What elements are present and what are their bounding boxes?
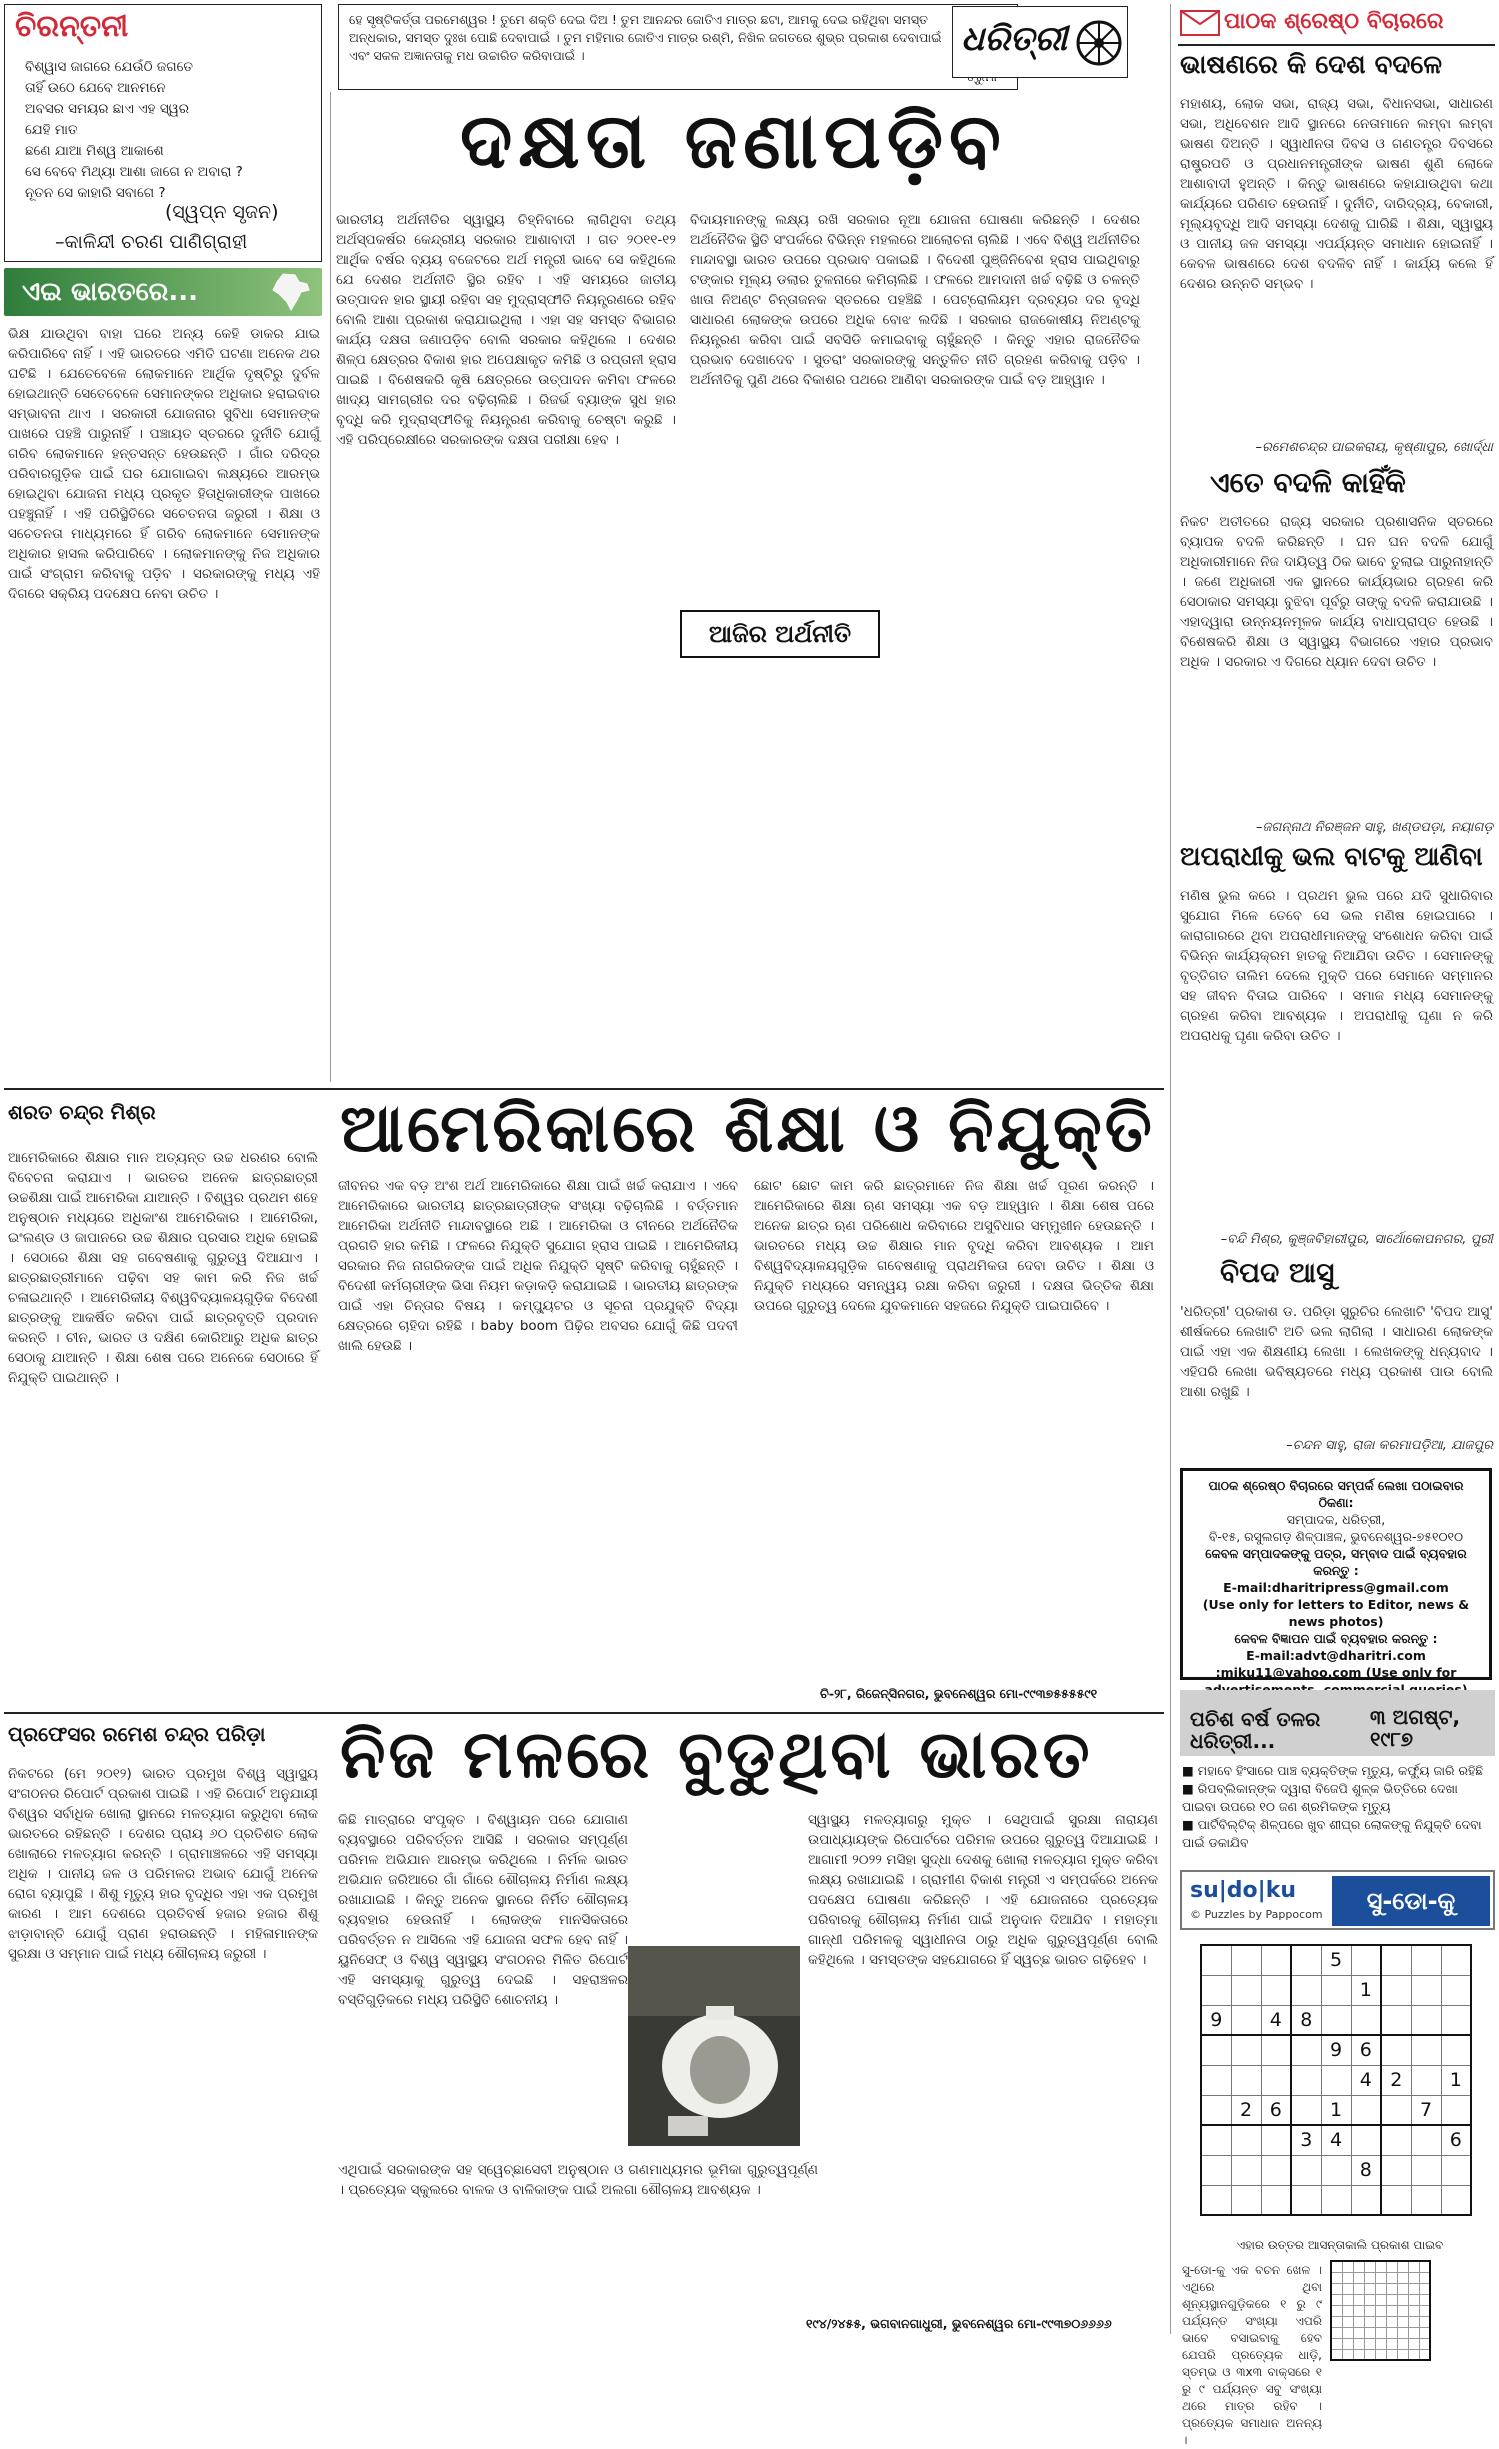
answer-cell (1408, 2272, 1419, 2283)
answer-cell (1408, 2349, 1419, 2360)
sudoku-cell[interactable] (1231, 2065, 1261, 2095)
editorial-section-label-box (680, 610, 880, 658)
sudoku-cell[interactable] (1411, 1975, 1441, 2005)
answer-cell (1331, 2305, 1342, 2316)
answer-cell (1353, 2327, 1364, 2338)
contact-box (1180, 1468, 1492, 1680)
sudoku-cell[interactable] (1201, 1975, 1231, 2005)
letter4-sign: –ଚନ୍ଦନ ସାହୁ, ରାଜା କରମାପଡ଼ିଆ, ଯାଜପୁର (1286, 1438, 1493, 1453)
sudoku-cell[interactable] (1291, 1945, 1321, 1975)
answer-cell (1408, 2283, 1419, 2294)
india-map-icon (269, 272, 313, 312)
answer-cell (1342, 2272, 1353, 2283)
answer-cell (1419, 2272, 1430, 2283)
answer-cell (1419, 2294, 1430, 2305)
answer-cell (1342, 2261, 1353, 2272)
editorial-headline: ଦକ୍ଷତା ଜଣାପଡ଼ିବ (460, 96, 1007, 185)
answer-cell (1331, 2349, 1342, 2360)
sudoku-cell[interactable] (1231, 1945, 1261, 1975)
sudoku-cell[interactable] (1411, 2155, 1441, 2185)
chirantani-box (4, 4, 322, 262)
sudoku-answer-grid (1330, 2260, 1431, 2361)
pachisha-title: ପଚିଶ ବର୍ଷ ତଳର ଧରିତ୍ରୀ... (1190, 1707, 1321, 1753)
sudoku-rules: ସୁ-ଡୋ-କୁ ଏକ ବଚନ ଖେଳ । ଏଥିରେ ଥିବା ଶୂନ୍ୟସ୍ଥାନଗୁଡ଼ିକରେ ୧ ରୁ ୯ ପର୍ଯ୍ୟନ୍ତ ସଂଖ୍ୟା ଏପରି ଭାବେ ବସାଇବାକୁ ହେବ ଯେପରି ପ୍ରତ୍ୟେକ ଧାଡ଼ି, ସ୍ତମ୍ଭ ଓ ୩x୩ ବାକ୍ସରେ ୧ ରୁ ୯ ପର୍ଯ୍ୟନ୍ତ ସବୁ ସଂଖ୍ୟା ଥରେ ମାତ୍ର ରହିବ । ପ୍ରତ୍ୟେକ ସମାଧାନ ଅନନ୍ୟ । (1182, 2263, 1322, 2447)
sudoku-brand: su|do|ku (1190, 1878, 1296, 1903)
toilet-image (628, 1946, 800, 2146)
answer-cell (1342, 2316, 1353, 2327)
sudoku-cell[interactable] (1441, 2095, 1471, 2125)
poem-line: ଯେହି ମାତ (25, 122, 78, 138)
sudoku-cell[interactable]: 8 (1291, 2005, 1321, 2035)
sudoku-cell[interactable] (1261, 2155, 1291, 2185)
answer-cell (1375, 2294, 1386, 2305)
pachisha-banner (1180, 1690, 1495, 1756)
answer-cell (1364, 2305, 1375, 2316)
toilet-photo (628, 1946, 800, 2146)
contact-addr1: ସମ୍ପାଦକ, ଧରିତ୍ରୀ, (1286, 1512, 1386, 1527)
letter4-body: 'ଧରିତ୍ରୀ' ପ୍ରକାଶ ଡ. ପରିଡ଼ା ସୁରୁଚିର ଲେଖାଟି 'ବିପଦ ଆସୁ' ଶୀର୍ଷକରେ ଲେଖାଟି ଅତି ଭଲ ଲାଗିଲା । ସାଧାରଣ ଲୋକଙ୍କ ପାଇଁ ଏହା ଏକ ଶିକ୍ଷଣୀୟ ଲେଖା । ଲେଖକଙ୍କୁ ଧନ୍ୟବାଦ । ଏହିପରି ଲେଖା ଭବିଷ୍ୟତରେ ମଧ୍ୟ ପ୍ରକାଶ ପାଉ ବୋଲି ଆଶା ରଖୁଛି । (1180, 1304, 1493, 1400)
answer-cell (1419, 2283, 1430, 2294)
e-bharatre-body: ଭିକ୍ଷ ଯାଉଥିବା ବାହା ଘରେ ଅନ୍ୟ କେହି ଡାକର ଯାଇ କରିପାରିବେ ନାହିଁ । ଏହି ଭାରତରେ ଏମିତି ଘଟଣା ଅନେକ ଥର ଘଟିଛି । ଯେତେବେଳେ ଲୋକମାନେ ଆର୍ଥିକ ଦୃଷ୍ଟିରୁ ଦୁର୍ବଳ ହୋଇଥାନ୍ତି ସେତେବେଳେ ସେମାନଙ୍କର ଅଧିକାର ହରାଇବାର ସମ୍ଭାବନା ଥାଏ । ସରକାରୀ ଯୋଜନାର ସୁବିଧା ସେମାନଙ୍କ ପାଖରେ ପହଞ୍ଚି ପାରୁନାହିଁ । ପଞ୍ଚାୟତ ସ୍ତରରେ ଦୁର୍ନୀତି ଯୋଗୁଁ ଗରିବ ଲୋକମାନେ ହନ୍ତସନ୍ତ ହେଉଛନ୍ତି । ଗାଁର ଦରିଦ୍ର ପରିବାରଗୁଡ଼ିକ ପାଇଁ ଘର ଯୋଗାଇବା ଲକ୍ଷ୍ୟରେ ଆରମ୍ଭ ହୋଇଥିବା ଯୋଜନା ମଧ୍ୟ ପ୍ରକୃତ ହିତାଧିକାରୀଙ୍କ ପାଖରେ ପହଞ୍ଚୁନାହିଁ । ଏହି ପରିସ୍ଥିତିରେ ସଚେତନତା ଜରୁରୀ । ଶିକ୍ଷା ଓ ସଚେତନତା ମାଧ୍ୟମରେ ହିଁ ଗରିବ ଲୋକମାନେ ସେମାନଙ୍କ ଅଧିକାର ହାସଲ କରିପାରିବେ । ଲୋକମାନଙ୍କୁ ନିଜ ଅଧିକାର ପାଇଁ ସଂଗ୍ରାମ କରିବାକୁ ପଡ଼ିବ । ସରକାରଙ୍କୁ ମଧ୍ୟ ଏହି ଦିଗରେ ସକ୍ରିୟ ପଦକ୍ଷେପ ନେବା ଉଚିତ । (8, 326, 320, 602)
answer-cell (1419, 2338, 1430, 2349)
wheel-icon (1075, 19, 1123, 67)
sudoku-cell[interactable] (1201, 2185, 1231, 2215)
sudoku-cell[interactable] (1201, 2035, 1231, 2065)
america-col2: ଜୀବନର ଏକ ବଡ଼ ଅଂଶ ଅର୍ଥ ଆମେରିକାରେ ଶିକ୍ଷା ପାଇଁ ଖର୍ଚ୍ଚ କରାଯାଏ । ଏବେ ଆମେରିକାରେ ଭାରତୀୟ ଛାତ୍ରଛାତ୍ରୀଙ୍କ ସଂଖ୍ୟା ବଢ଼ିଚାଲିଛି । ବର୍ତ୍ତମାନ ଆମେରିକା ଅର୍ଥନୀତି ମାନ୍ଦାବସ୍ଥାରେ ଅଛି । ଆମେରିକା ଓ ଚୀନରେ ଅର୍ଥନୈତିକ ପ୍ରଗତି ହାର କମିଛି । ଫଳରେ ନିଯୁକ୍ତି ସୁଯୋଗ ହ୍ରାସ ପାଇଛି । ଆମେରିକୀୟ ସରକାର ନିଜ ନାଗରିକଙ୍କ ପାଇଁ ଅଧିକ ନିଯୁକ୍ତି ସୃଷ୍ଟି କରିବାକୁ ଚାହୁଁଛନ୍ତି । ବିଦେଶୀ କର୍ମଚାରୀଙ୍କ ଭିସା ନିୟମ କଡ଼ାକଡ଼ି କରାଯାଇଛି । ଭାରତୀୟ ଛାତ୍ରଙ୍କ ପାଇଁ ଏହା ଚିନ୍ତାର ବିଷୟ । କମ୍ପ୍ୟୁଟର ଓ ସୂଚନା ପ୍ରଯୁକ୍ତି ବିଦ୍ୟା କ୍ଷେତ୍ରରେ ଚାହିଦା ରହିଛି । baby boom ପିଢ଼ିର ଅବସର ଯୋଗୁଁ କିଛି ପଦବୀ ଖାଲି ହେଉଛି । (338, 1178, 738, 1354)
sudoku-cell[interactable] (1351, 2005, 1381, 2035)
letter3-title: ଅପରାଧୀକୁ ଭଲ ବାଟକୁ ଆଣିବା (1180, 842, 1483, 872)
answer-cell (1419, 2305, 1430, 2316)
answer-cell (1397, 2294, 1408, 2305)
america-headline: ଆମେରିକାରେ ଶିକ୍ଷା ଓ ନିଯୁକ୍ତି (340, 1090, 1155, 1167)
letter1-title: ଭାଷଣରେ କି ଦେଶ ବଦଳେ (1180, 50, 1443, 80)
sudoku-cell[interactable] (1381, 2185, 1411, 2215)
sudoku-cell[interactable] (1321, 2065, 1351, 2095)
quote-text: ହେ ସୃଷ୍ଟିକର୍ତ୍ତା ପରମେଶ୍ୱର ! ତୁମେ ଶକ୍ତି ଦେଇ ଦିଅ ! ତୁମ ଆନନ୍ଦର ଜୋତିଏ ମାତ୍ର ଛଟା, ଆମକୁ ଦେଇ ରହିଥିବା ସମସ୍ତ ଅନ୍ଧକାର, ସମସ୍ତ ଦୁଃଖ ପୋଛି ଦେବାପାଇଁ । ତୁମ ମହିମାର ଜୋତିଏ ମାତ୍ର ରଶ୍ମି, ନିଖିଳ ଜଗତରେ ଶୁଭ୍ର ପ୍ରକାଶ ଦେବାପାଇଁ ଏବଂ ସକଳ ଅଜ୍ଞାନତାକୁ ମଧ ଉଚ୍ଚାରିତ କରିବାପାଇଁ । (349, 12, 942, 63)
america-col3: ଛୋଟ ଛୋଟ କାମ କରି ଛାତ୍ରମାନେ ନିଜ ଶିକ୍ଷା ଖର୍ଚ୍ଚ ପୂରଣ କରନ୍ତି । ଆମେରିକାରେ ଶିକ୍ଷା ଋଣ ସମସ୍ୟା ଏକ ବଡ଼ ଆହ୍ୱାନ । ଶିକ୍ଷା ଶେଷ ପରେ ଅନେକ ଛାତ୍ର ଋଣ ପରିଶୋଧ କରିବାରେ ଅସୁବିଧାର ସମ୍ମୁଖୀନ ହେଉଛନ୍ତି । ଭାରତରେ ମଧ୍ୟ ଉଚ୍ଚ ଶିକ୍ଷାର ମାନ ବୃଦ୍ଧି କରିବା ଆବଶ୍ୟକ । ଆମ ବିଶ୍ୱବିଦ୍ୟାଳୟଗୁଡ଼ିକ ଗବେଷଣାକୁ ପ୍ରାଥମିକତା ଦେବା ଉଚିତ । ଶିକ୍ଷା ଓ ନିଯୁକ୍ତି ମଧ୍ୟରେ ସମନ୍ୱୟ ରକ୍ଷା କରିବା ଜରୁରୀ । ଦକ୍ଷତା ଭିତ୍ତିକ ଶିକ୍ଷା ଉପରେ ଗୁରୁତ୍ୱ ଦେଲେ ଯୁବକମାନେ ସହଜରେ ନିଯୁକ୍ତି ପାଇପାରିବେ । (754, 1178, 1154, 1314)
answer-cell (1342, 2305, 1353, 2316)
sudoku-row (1201, 2035, 1471, 2065)
sudoku-credit: © Puzzles by Pappocom (1190, 1908, 1323, 1921)
sudoku-banner (1180, 1870, 1495, 1930)
sudoku-cell[interactable] (1261, 1945, 1291, 1975)
answer-cell (1364, 2349, 1375, 2360)
poem-line: ସେ ବେବେ ମିଥ୍ୟା ଆଶା ଜାଗେ ନ ଅବାରା ? (25, 164, 243, 180)
sudoku-grid (1200, 1944, 1472, 2216)
answer-cell (1353, 2294, 1364, 2305)
poem-line: ଅବସର ସମୟର ଛାଏ ଏହ ସ୍ୱର (25, 101, 190, 117)
contact-email2-note: :miku11@yahoo.com (Use only for (1215, 1665, 1457, 1680)
sudoku-cell[interactable] (1411, 2065, 1441, 2095)
sudoku-answer-note: ଏହାର ଉତ୍ତର ଆସନ୍ତାକାଲି ପ୍ରକାଶ ପାଇବ (1236, 2238, 1444, 2252)
poem-line: ତାହିଁ ଉଠେ ଯେବେ ଆନମନେ (25, 80, 166, 96)
sudoku-cell[interactable]: 9 (1201, 2005, 1231, 2035)
letter2-title: ଏତେ ବଦଳି କାହିଁକି (1210, 466, 1406, 499)
answer-cell (1353, 2272, 1364, 2283)
sudoku-cell[interactable]: 6 (1261, 2095, 1291, 2125)
sudoku-cell[interactable] (1381, 2125, 1411, 2155)
masthead-name: ଧରିତ୍ରୀ (961, 19, 1068, 59)
answer-cell (1364, 2338, 1375, 2349)
answer-cell (1331, 2283, 1342, 2294)
contact-addr2: ବି-୧୫, ରସୁଲଗଡ଼ ଶିଳ୍ପାଞ୍ଚଳ, ଭୁବନେଶ୍ୱର-୭୫୧୦୧୦ (1208, 1529, 1464, 1544)
masthead-box (952, 6, 1128, 78)
sudoku-cell[interactable]: 7 (1411, 2095, 1441, 2125)
sudoku-cell[interactable] (1321, 2005, 1351, 2035)
sudoku-cell[interactable]: 2 (1381, 2065, 1411, 2095)
poem-line: ଛଣେ ଯାଆ ମିଶ୍ୱ ଆକାଶେ (25, 143, 164, 159)
answer-cell (1397, 2316, 1408, 2327)
letter4-title: ବିପଦ ଆସୁ (1220, 1256, 1335, 1289)
sudoku-cell[interactable] (1321, 2155, 1351, 2185)
chirantani-poem (25, 57, 315, 204)
contact-email1[interactable]: E-mail:dharitripress@gmail.com (1223, 1580, 1449, 1595)
sudoku-cell[interactable] (1231, 2155, 1261, 2185)
letters-header (1178, 4, 1495, 42)
sudoku-cell[interactable]: 9 (1321, 2035, 1351, 2065)
sudoku-row (1201, 2155, 1471, 2185)
answer-cell (1331, 2316, 1342, 2327)
answer-cell (1331, 2294, 1342, 2305)
sudoku-cell[interactable] (1441, 2185, 1471, 2215)
answer-cell (1375, 2283, 1386, 2294)
sudoku-cell[interactable] (1201, 2155, 1231, 2185)
sudoku-row (1201, 2005, 1471, 2035)
sudoku-cell[interactable] (1291, 2035, 1321, 2065)
bharat-col2: କିଛି ମାତ୍ରାରେ ସଂପୃକ୍ତ । ବିଶ୍ୱାୟନ ପରେ ଯୋଗାଣ ବ୍ୟବସ୍ଥାରେ ପରିବର୍ତ୍ତନ ଆସିଛି । ସରକାର ସମ୍ପୂର୍ଣ୍ଣ ପରିମଳ ଅଭିଯାନ ଆରମ୍ଭ କରିଥିଲେ । ନିର୍ମଳ ଭାରତ ଅଭିଯାନ ଜରିଆରେ ଗାଁ ଗାଁରେ ଶୌଚାଳୟ ନିର୍ମାଣ ଲକ୍ଷ୍ୟ ରଖାଯାଇଛି । କିନ୍ତୁ ଅନେକ ସ୍ଥାନରେ ନିର୍ମିତ ଶୌଚାଳୟ ବ୍ୟବହାର ହେଉନାହିଁ । ଲୋକଙ୍କ ମାନସିକତାରେ ପରିବର୍ତ୍ତନ ନ ଆସିଲେ ଏହି ଯୋଜନା ସଫଳ ହେବ ନାହିଁ । ୟୁନିସେଫ୍ ଓ ବିଶ୍ୱ ସ୍ୱାସ୍ଥ୍ୟ ସଂଗଠନର ମିଳିତ ରିପୋର୍ଟ ଏହି ସମସ୍ୟାକୁ ଗୁରୁତ୍ୱ ଦେଇଛି । ସହରାଞ୍ଚଳର ବସ୍ତିଗୁଡ଼ିକରେ ମଧ୍ୟ ପରିସ୍ଥିତି ଶୋଚନୀୟ । (338, 1812, 628, 2008)
e-bharatre-banner (4, 268, 322, 316)
sudoku-cell[interactable] (1381, 2035, 1411, 2065)
answer-cell (1331, 2338, 1342, 2349)
pachisha-item: ■ ମହାବେ ହିଂସାରେ ପାଞ୍ଚ ବ୍ୟକ୍ତିଙ୍କ ମୃତ୍ୟୁ, କର୍ଫ୍ୟୁ ଜାରି ରହିଛି (1182, 1763, 1484, 1778)
answer-cell (1408, 2338, 1419, 2349)
answer-cell (1353, 2261, 1364, 2272)
answer-cell (1386, 2327, 1397, 2338)
answer-cell (1353, 2349, 1364, 2360)
sudoku-cell[interactable] (1351, 2125, 1381, 2155)
answer-cell (1397, 2349, 1408, 2360)
answer-cell (1342, 2338, 1353, 2349)
sudoku-cell[interactable] (1261, 2065, 1291, 2095)
sudoku-cell[interactable] (1411, 2035, 1441, 2065)
sudoku-cell[interactable] (1231, 1975, 1261, 2005)
editorial-col2: ବିଦାୟମାନଙ୍କୁ ଲକ୍ଷ୍ୟ ରଖି ସରକାର ନୂଆ ଯୋଜନା ଘୋଷଣା କରିଛନ୍ତି । ଦେଶର ଅର୍ଥନୈତିକ ସ୍ଥିତି ସଂପର୍କରେ ବିଭିନ୍ନ ମହଲରେ ଆଲୋଚନା ଚାଲିଛି । ଏବେ ବିଶ୍ୱ ଅର୍ଥନୀତିର ମାନ୍ଦାବସ୍ଥା ଭାରତ ଉପରେ ପ୍ରଭାବ ପକାଇଛି । ବିଦେଶୀ ପୁଞ୍ଜିନିବେଶ ହ୍ରାସ ପାଇଥିବାରୁ ଟଙ୍କାର ମୂଲ୍ୟ ଡଲାର ତୁଳନାରେ କମିଚାଲିଛି । ଫଳରେ ଆମଦାନୀ ଖର୍ଚ୍ଚ ବଢ଼ିଛି ଓ ଚଳନ୍ତି ଖାତା ନିଅଣ୍ଟ ଚିନ୍ତାଜନକ ସ୍ତରରେ ପହଞ୍ଚିଛି । ପେଟ୍ରୋଲିୟମ ଦ୍ରବ୍ୟର ଦର ବୃଦ୍ଧି ସାଧାରଣ ଲୋକଙ୍କ ଉପରେ ଅଧିକ ବୋଝ ଲଦିଛି । ସରକାର ରାଜକୋଷୀୟ ନିଅଣ୍ଟକୁ ନିୟନ୍ତ୍ରଣ କରିବା ପାଇଁ ସବସିଡି କମାଇବାକୁ ଚାହୁଁଛନ୍ତି । କିନ୍ତୁ ଏହାର ରାଜନୈତିକ ପ୍ରଭାବ ଦେଖାଦେବ । ସୁତରାଂ ସରକାରଙ୍କୁ ସନ୍ତୁଳିତ ନୀତି ଗ୍ରହଣ କରିବାକୁ ପଡ଼ିବ । ଅର୍ଥନୀତିକୁ ପୁଣି ଥରେ ବିକାଶର ପଥରେ ଆଣିବା ସରକାରଙ୍କ ପାଇଁ ବଡ଼ ଆହ୍ୱାନ । (690, 212, 1140, 388)
america-byline: ଶରତ ଚନ୍ଦ୍ର ମିଶ୍ର (8, 1100, 156, 1124)
poem-line: ବିଶ୍ୱାସ ଜାଗରେ ଯେଉଁଠି ଜଗତେ (25, 59, 193, 75)
answer-cell (1342, 2283, 1353, 2294)
contact-email2[interactable]: E-mail:advt@dharitri.com (1246, 1648, 1426, 1663)
e-bharatre-title: ଏଇ ଭାରତରେ... (22, 277, 198, 307)
pachisha-date: ୩ ଅଗଷ୍ଟ, ୧୯୮୭ (1370, 1705, 1461, 1751)
sudoku-cell[interactable] (1201, 2065, 1231, 2095)
answer-cell (1386, 2316, 1397, 2327)
answer-cell (1375, 2305, 1386, 2316)
america-col1: ଆମେରିକାରେ ଶିକ୍ଷାର ମାନ ଅତ୍ୟନ୍ତ ଉଚ୍ଚ ଧରଣର ବୋଲି ବିବେଚନା କରାଯାଏ । ଭାରତର ଅନେକ ଛାତ୍ରଛାତ୍ରୀ ଉଚ୍ଚଶିକ୍ଷା ପାଇଁ ଆମେରିକା ଯାଆନ୍ତି । ବିଶ୍ୱର ପ୍ରଥମ ଶହେ ଅନୁଷ୍ଠାନ ମଧ୍ୟରେ ଅଧିକାଂଶ ଆମେରିକାର । ଆମେରିକା, ଇଂଲଣ୍ଡ ଓ ଜାପାନରେ ଉଚ୍ଚ ଶିକ୍ଷାର ପ୍ରସାର ଅଧିକ ହୋଇଛି । ସେଠାରେ ଶିକ୍ଷା ସହ ଗବେଷଣାକୁ ଗୁରୁତ୍ୱ ଦିଆଯାଏ । ଛାତ୍ରଛାତ୍ରୀମାନେ ପଢ଼ିବା ସହ କାମ କରି ନିଜ ଖର୍ଚ୍ଚ ଚଳାଇଥାନ୍ତି । ଆମେରିକୀୟ ବିଶ୍ୱବିଦ୍ୟାଳୟଗୁଡ଼ିକ ବିଦେଶୀ ଛାତ୍ରଙ୍କୁ ଆକର୍ଷିତ କରିବା ପାଇଁ ଛାତ୍ରବୃତ୍ତି ପ୍ରଦାନ କରନ୍ତି । ଚୀନ, ଭାରତ ଓ ଦକ୍ଷିଣ କୋରିଆରୁ ଅଧିକ ଛାତ୍ର ସେଠାକୁ ଯାଆନ୍ତି । ଶିକ୍ଷା ଶେଷ ପରେ ଅନେକେ ସେଠାରେ ହିଁ ନିଯୁକ୍ତି ପାଇଥାନ୍ତି । (8, 1150, 318, 1386)
contact-title: ପାଠକ ଶ୍ରେଷ୍ଠ ବିଚାରରେ ସମ୍ପର୍କ ଲେଖା ପଠାଇବାର ଠିକଣା: (1208, 1478, 1464, 1510)
pachisha-items (1182, 1762, 1494, 1852)
answer-cell (1342, 2327, 1353, 2338)
sudoku-cell[interactable]: 1 (1351, 1975, 1381, 2005)
contact-note1: କେବଳ ସମ୍ପାଦକଙ୍କୁ ପତ୍ର, ସମ୍ବାଦ ପାଇଁ ବ୍ୟବହାର କରନ୍ତୁ : (1205, 1546, 1467, 1578)
sudoku-cell[interactable] (1291, 2065, 1321, 2095)
sudoku-cell[interactable] (1201, 1945, 1231, 1975)
quote-box (338, 4, 1018, 90)
sudoku-cell[interactable] (1261, 2125, 1291, 2155)
editorial-col1: ଭାରତୀୟ ଅର୍ଥନୀତିର ସ୍ୱାସ୍ଥ୍ୟ ଚିହ୍ନିବାରେ ଲାଗିଥିବା ତଥ୍ୟ ଅର୍ଥସ୍ପକର୍ଷର କେନ୍ଦ୍ରୀୟ ସରକାର ଆଶାବାଦୀ । ଗତ ୨୦୧୧-୧୨ ଆର୍ଥିକ ବର୍ଷର ବ୍ୟୟ ବଜେଟରେ ଅର୍ଥ ମନ୍ତ୍ରୀ ଭାବେ ସେ କହିଥିଲେ ଯେ ଦେଶର ଅର୍ଥନୀତି ସ୍ଥିର ରହିବ । ଏହି ସମୟରେ ଜାତୀୟ ଉତ୍ପାଦନ ହାର ସ୍ଥାୟୀ ରହିବା ସହ ମୁଦ୍ରାସ୍ଫୀତି ନିୟନ୍ତ୍ରଣରେ ରହିବ ବୋଲି ଆଶା ପ୍ରକାଶ କରାଯାଇଥିଲା । ଏହା ସହ ସମସ୍ତ ବିଭାଗର କାର୍ଯ୍ୟ ଦକ୍ଷତା ଜଣାପଡ଼ିବ ବୋଲି ସରକାର କହିଥିଲେ । ଦେଶର ଶିଳ୍ପ କ୍ଷେତ୍ରର ବିକାଶ ହାର ଅପେକ୍ଷାକୃତ କମିଛି ଓ ରପ୍ତାନୀ ହ୍ରାସ ପାଇଛି । ବିଶେଷକରି କୃଷି କ୍ଷେତ୍ରରେ ଉତ୍ପାଦନ କମିବା ଫଳରେ ଖାଦ୍ୟ ସାମଗ୍ରୀର ଦର ବଢ଼ିଚାଲିଛି । ରିଜର୍ଭ ବ୍ୟାଙ୍କ ସୁଧ ହାର ବୃଦ୍ଧି କରି ମୁଦ୍ରାସ୍ଫୀତିକୁ ନିୟନ୍ତ୍ରଣ କରିବାକୁ ଚେଷ୍ଟା କରୁଛି । ଏହି ପରିପ୍ରେକ୍ଷୀରେ ସରକାରଙ୍କ ଦକ୍ଷତା ପରୀକ୍ଷା ହେବ । (336, 212, 676, 448)
answer-cell (1397, 2283, 1408, 2294)
sudoku-cell[interactable] (1201, 2095, 1231, 2125)
sudoku-cell[interactable]: 8 (1351, 2155, 1381, 2185)
answer-cell (1375, 2316, 1386, 2327)
answer-cell (1386, 2294, 1397, 2305)
america-address: ଚି-୨୮, ରିଜେନ୍ସିନଗର, ଭୁବନେଶ୍ୱର ମୋ-୯୯୩୭୫୫୫୫୯୧ (820, 1686, 1098, 1701)
sudoku-row (1201, 2185, 1471, 2215)
sudoku-cell[interactable] (1441, 1975, 1471, 2005)
answer-cell (1375, 2261, 1386, 2272)
letter3-sign: –ବନ୍ଦି ମିଶ୍ର, କୁଞ୍ଜବିହାରୀପୁର, ସାର୍ଥୋକୋପନଗର, ପୁରୀ (1220, 1232, 1493, 1247)
sudoku-cell[interactable]: 1 (1321, 2095, 1351, 2125)
sudoku-cell[interactable] (1231, 2125, 1261, 2155)
answer-cell (1408, 2316, 1419, 2327)
sudoku-cell[interactable]: 6 (1441, 2125, 1471, 2155)
sudoku-cell[interactable] (1321, 2185, 1351, 2215)
sudoku-cell[interactable] (1441, 2035, 1471, 2065)
sudoku-cell[interactable] (1231, 2005, 1261, 2035)
sudoku-cell[interactable] (1291, 2095, 1321, 2125)
chirantani-source: (ସ୍ୱପ୍ନ ସୃଜନ) (165, 201, 279, 223)
answer-cell (1375, 2349, 1386, 2360)
sudoku-row (1201, 2065, 1471, 2095)
sudoku-cell[interactable]: 5 (1321, 1945, 1351, 1975)
answer-cell (1386, 2272, 1397, 2283)
answer-cell (1353, 2338, 1364, 2349)
pachisha-item: ■ ରିପବ୍ଲିକାନ୍ଙ୍କ ଦ୍ୱାରା ବିଜେପି ଶୁଳ୍କ ଭିତ୍ତିରେ ଦେଖା ପାଇବା ଉପରେ ୧୦ ଜଣ ଶ୍ରମିକଙ୍କ ମୃତ୍ୟୁ (1182, 1781, 1458, 1814)
answer-cell (1386, 2305, 1397, 2316)
sudoku-cell[interactable] (1291, 2155, 1321, 2185)
answer-cell (1375, 2272, 1386, 2283)
bharat-col1: ନିକଟରେ (ମେ ୨୦୧୨) ଭାରତ ପ୍ରମୁଖ ବିଶ୍ୱ ସ୍ୱାସ୍ଥ୍ୟ ସଂଗଠନର ରିପୋର୍ଟ ପ୍ରକାଶ ପାଇଛି । ଏହି ରିପୋର୍ଟ ଅନୁଯାୟୀ ବିଶ୍ୱର ସର୍ବାଧିକ ଖୋଲା ସ୍ଥାନରେ ମଳତ୍ୟାଗ କରୁଥିବା ଲୋକ ଭାରତରେ ରହିଛନ୍ତି । ଦେଶର ପ୍ରାୟ ୬୦ ପ୍ରତିଶତ ଲୋକ ଖୋଲାରେ ମଳତ୍ୟାଗ କରନ୍ତି । ଗ୍ରାମାଞ୍ଚଳରେ ଏହି ସମସ୍ୟା ଅଧିକ । ପାନୀୟ ଜଳ ଓ ପରିମଳର ଅଭାବ ଯୋଗୁଁ ଅନେକ ରୋଗ ବ୍ୟାପୁଛି । ଶିଶୁ ମୃତ୍ୟୁ ହାର ବୃଦ୍ଧିର ଏହା ଏକ ପ୍ରମୁଖ କାରଣ । ଆମ ଦେଶରେ ପ୍ରତିବର୍ଷ ହଜାର ହଜାର ଶିଶୁ ଝାଡ଼ାବାନ୍ତି ଯୋଗୁଁ ପ୍ରାଣ ହରାଉଛନ୍ତି । ମହିଳାମାନଙ୍କ ସୁରକ୍ଷା ଓ ସମ୍ମାନ ପାଇଁ ମଧ୍ୟ ଶୌଚାଳୟ ଜରୁରୀ । (8, 1766, 318, 1962)
sudoku-cell[interactable]: 1 (1441, 2065, 1471, 2095)
pachisha-item: ■ ପାର୍ଟିବିଲ୍ଟିକ୍ ଶିଳ୍ପରେ ଖୁବ ଶୀଘ୍ର ଲୋକଙ୍କୁ ନିଯୁକ୍ତି ଦେବା ପାଇଁ ଡକାଯିବ (1182, 1817, 1482, 1850)
answer-cell (1353, 2283, 1364, 2294)
sudoku-cell[interactable] (1441, 2005, 1471, 2035)
sudoku-cell[interactable] (1351, 2095, 1381, 2125)
answer-cell (1386, 2283, 1397, 2294)
sudoku-cell[interactable] (1381, 1945, 1411, 1975)
answer-cell (1353, 2316, 1364, 2327)
answer-cell (1353, 2305, 1364, 2316)
letter2-body: ନିକଟ ଅତୀତରେ ରାଜ୍ୟ ସରକାର ପ୍ରଶାସନିକ ସ୍ତରରେ ବ୍ୟାପକ ବଦଳି କରିଛନ୍ତି । ଘନ ଘନ ବଦଳି ଯୋଗୁଁ ଅଧିକାରୀମାନେ ନିଜ ଦାୟିତ୍ୱ ଠିକ ଭାବେ ତୁଲାଇ ପାରୁନାହାନ୍ତି । ଜଣେ ଅଧିକାରୀ ଏକ ସ୍ଥାନରେ କାର୍ଯ୍ୟଭାର ଗ୍ରହଣ କରି ସେଠାକାର ସମସ୍ୟା ବୁଝିବା ପୂର୍ବରୁ ତାଙ୍କୁ ବଦଳି କରାଯାଉଛି । ଏହାଦ୍ୱାରା ଉନ୍ନୟନମୂଳକ କାର୍ଯ୍ୟ ବାଧାପ୍ରାପ୍ତ ହେଉଛି । ବିଶେଷକରି ଶିକ୍ଷା ଓ ସ୍ୱାସ୍ଥ୍ୟ ବିଭାଗରେ ଏହାର ପ୍ରଭାବ ଅଧିକ । ସରକାର ଏ ଦିଗରେ ଧ୍ୟାନ ଦେବା ଉଚିତ । (1180, 514, 1493, 670)
answer-cell (1364, 2283, 1375, 2294)
bharat-byline: ପ୍ରଫେସର ରମେଶ ଚନ୍ଦ୍ର ପରିଡ଼ା (8, 1722, 266, 1746)
bharat-headline: ନିଜ ମଳରେ ବୁଡୁଥିବା ଭାରତ (340, 1716, 1093, 1793)
answer-cell (1408, 2327, 1419, 2338)
answer-cell (1419, 2327, 1430, 2338)
sudoku-cell[interactable]: 3 (1291, 2125, 1321, 2155)
sudoku-cell[interactable] (1441, 1945, 1471, 1975)
sudoku-cell[interactable] (1411, 1945, 1441, 1975)
sudoku-cell[interactable] (1381, 2005, 1411, 2035)
sudoku-cell[interactable] (1411, 2125, 1441, 2155)
sudoku-row (1201, 2095, 1471, 2125)
answer-cell (1408, 2261, 1419, 2272)
letter1-body: ମହାଶୟ, ଲୋକ ସଭା, ରାଜ୍ୟ ସଭା, ବିଧାନସଭା, ସାଧାରଣ ସଭା, ଅଧିବେଶନ ଆଦି ସ୍ଥାନରେ ନେତାମାନେ ଲମ୍ବା ଲମ୍ବା ଭାଷଣ ଦିଅନ୍ତି । ସ୍ୱାଧୀନତା ଦିବସ ଓ ଗଣତନ୍ତ୍ର ଦିବସରେ ରାଷ୍ଟ୍ରପତି ଓ ପ୍ରଧାନମନ୍ତ୍ରୀଙ୍କ ଭାଷଣ ଶୁଣି ଲୋକେ ଆଶାବାଦୀ ହୁଅନ୍ତି । କିନ୍ତୁ ଭାଷଣରେ କହାଯାଉଥିବା କଥା କାର୍ଯ୍ୟରେ ପରିଣତ ହେଉନାହିଁ । ଦୁର୍ନୀତି, ଦାରିଦ୍ର୍ୟ, ବେକାରୀ, ମୂଲ୍ୟବୃଦ୍ଧି ଆଦି ସମସ୍ୟା ଦେଶକୁ ଘାରିଛି । ଶିକ୍ଷା, ସ୍ୱାସ୍ଥ୍ୟ ଓ ପାନୀୟ ଜଳ ସମସ୍ୟା ଏପର୍ଯ୍ୟନ୍ତ ସମାଧାନ ହୋଇନାହିଁ । କେବଳ ଭାଷଣରେ ଦେଶ ବଦଳିବ ନାହିଁ । କାର୍ଯ୍ୟ କଲେ ହିଁ ଦେଶର ଉନ୍ନତି ସମ୍ଭବ । (1180, 96, 1493, 292)
answer-cell (1408, 2305, 1419, 2316)
sudoku-cell[interactable]: 4 (1351, 2065, 1381, 2095)
sudoku-cell[interactable] (1261, 2185, 1291, 2215)
sudoku-cell[interactable] (1261, 2035, 1291, 2065)
chirantani-author: –କାଳିନ୍ଦୀ ଚରଣ ପାଣିଗ୍ରାହୀ (55, 231, 248, 253)
sudoku-cell[interactable] (1381, 2095, 1411, 2125)
contact-email1-note: (Use only for letters to Editor, news & news photos) (1202, 1597, 1470, 1629)
answer-cell (1419, 2349, 1430, 2360)
answer-cell (1364, 2261, 1375, 2272)
sudoku-cell[interactable]: 6 (1351, 2035, 1381, 2065)
editorial-section-label: ଆଜିର ଅର୍ଥନୀତି (708, 620, 852, 648)
sudoku-cell[interactable] (1321, 1975, 1351, 2005)
sudoku-cell[interactable] (1381, 1975, 1411, 2005)
answer-cell (1375, 2338, 1386, 2349)
answer-cell (1397, 2338, 1408, 2349)
answer-cell (1364, 2272, 1375, 2283)
sudoku-cell[interactable] (1351, 2185, 1381, 2215)
answer-cell (1397, 2272, 1408, 2283)
sudoku-cell[interactable] (1411, 2005, 1441, 2035)
sudoku-row (1201, 1975, 1471, 2005)
answer-cell (1375, 2327, 1386, 2338)
answer-cell (1342, 2294, 1353, 2305)
answer-cell (1364, 2294, 1375, 2305)
chirantani-title: ଚିରନ୍ତନୀ (15, 9, 129, 44)
sudoku-cell[interactable] (1381, 2155, 1411, 2185)
answer-cell (1397, 2261, 1408, 2272)
answer-cell (1419, 2316, 1430, 2327)
answer-cell (1331, 2272, 1342, 2283)
answer-cell (1342, 2349, 1353, 2360)
sudoku-cell[interactable] (1231, 2185, 1261, 2215)
sudoku-cell[interactable]: 4 (1261, 2005, 1291, 2035)
answer-cell (1386, 2349, 1397, 2360)
answer-cell (1419, 2261, 1430, 2272)
letter2-sign: –ଜଗନ୍ନାଥ ନିରଞ୍ଜନ ସାହୁ, ଖଣ୍ଡପଡ଼ା, ନୟାଗଡ଼ (1255, 820, 1493, 835)
answer-cell (1331, 2327, 1342, 2338)
sudoku-row (1201, 2125, 1471, 2155)
poem-line: ନୂତନ ସେ କାହାରି ସବାଗେ ? (25, 185, 166, 201)
answer-cell (1386, 2261, 1397, 2272)
sudoku-cell[interactable] (1291, 1975, 1321, 2005)
sudoku-cell[interactable] (1261, 1975, 1291, 2005)
letter1-sign: –ରମେଶଚନ୍ଦ୍ର ପାଇକରାୟ, କୃଷ୍ଣାପୁର, ଖୋର୍ଦ୍ଧା (1255, 440, 1493, 455)
bharat-address: ୧୯୪/୨୪୫୫, ଭଗବାନଗାଧୁରୀ, ଭୁବନେଶ୍ୱର ମୋ-୯୯୩୭୦୬୬୬୬ (806, 2316, 1112, 2331)
envelope-icon (1180, 10, 1220, 36)
sudoku-cell[interactable] (1291, 2185, 1321, 2215)
answer-cell (1331, 2261, 1342, 2272)
bharat-col3: ସ୍ୱାସ୍ଥ୍ୟ ମଳତ୍ୟାଗରୁ ମୁକ୍ତ । ସେଥିପାଇଁ ସୁରକ୍ଷା ନାରାୟଣ ଉପାଧ୍ୟାୟଙ୍କ ରିପୋର୍ଟରେ ପରିମଳ ଉପରେ ଗୁରୁତ୍ୱ ଦିଆଯାଇଛି । ଆଗାମୀ ୨୦୨୨ ମସିହା ସୁଦ୍ଧା ଦେଶକୁ ଖୋଲା ମଳତ୍ୟାଗ ମୁକ୍ତ କରିବା ଲକ୍ଷ୍ୟ ରଖାଯାଇଛି । ଗ୍ରାମୀଣ ବିକାଶ ମନ୍ତ୍ରୀ ଏ ସମ୍ପର୍କରେ ଅନେକ ପଦକ୍ଷେପ ଘୋଷଣା କରିଛନ୍ତି । ଏହି ଯୋଜନାରେ ପ୍ରତ୍ୟେକ ପରିବାରକୁ ଶୌଚାଳୟ ନିର୍ମାଣ ପାଇଁ ଅନୁଦାନ ଦିଆଯିବ । ମହାତ୍ମା ଗାନ୍ଧୀ ପରିମଳକୁ ସ୍ୱାଧୀନତା ଠାରୁ ଅଧିକ ଗୁରୁତ୍ୱପୂର୍ଣ୍ଣ ବୋଲି କହିଥିଲେ । ସମସ୍ତଙ୍କ ସହଯୋଗରେ ହିଁ ସ୍ୱଚ୍ଛ ଭାରତ ଗଢ଼ିହେବ । (808, 1812, 1158, 1968)
contact-note2: କେବଳ ବିଜ୍ଞାପନ ପାଇଁ ବ୍ୟବହାର କରନ୍ତୁ : (1234, 1631, 1438, 1646)
answer-cell (1364, 2327, 1375, 2338)
sudoku-cell[interactable]: 2 (1231, 2095, 1261, 2125)
sudoku-title: ସୁ-ଡୋ-କୁ (1332, 1876, 1490, 1926)
letter3-body: ମଣିଷ ଭୁଲ କରେ । ପ୍ରଥମ ଭୁଲ ପରେ ଯଦି ସୁଧାରିବାର ସୁଯୋଗ ମିଳେ ତେବେ ସେ ଭଲ ମଣିଷ ହୋଇପାରେ । କାରାଗାରରେ ଥିବା ଅପରାଧୀମାନଙ୍କୁ ସଂଶୋଧନ କରିବା ପାଇଁ ବିଭିନ୍ନ କାର୍ଯ୍ୟକ୍ରମ ହାତକୁ ନିଆଯିବା ଉଚିତ । ସେମାନଙ୍କୁ ବୃତ୍ତିଗତ ତାଲିମ ଦେଲେ ମୁକ୍ତି ପରେ ସେମାନେ ସମ୍ମାନର ସହ ଜୀବନ ବିତାଇ ପାରିବେ । ସମାଜ ମଧ୍ୟ ସେମାନଙ୍କୁ ଗ୍ରହଣ କରିବା ଆବଶ୍ୟକ । ଅପରାଧୀକୁ ଘୃଣା ନ କରି ଅପରାଧକୁ ଘୃଣା କରିବା ଉଚିତ । (1180, 888, 1493, 1044)
sudoku-cell[interactable]: 4 (1321, 2125, 1351, 2155)
sudoku-row (1201, 1945, 1471, 1975)
answer-cell (1408, 2294, 1419, 2305)
answer-cell (1397, 2327, 1408, 2338)
bharat-col2b: ଏଥିପାଇଁ ସରକାରଙ୍କ ସହ ସ୍ୱେଚ୍ଛାସେବୀ ଅନୁଷ୍ଠାନ ଓ ଗଣମାଧ୍ୟମର ଭୂମିକା ଗୁରୁତ୍ୱପୂର୍ଣ୍ଣ । ପ୍ରତ୍ୟେକ ସ୍କୁଲରେ ବାଳକ ଓ ବାଳିକାଙ୍କ ପାଇଁ ଅଲଗା ଶୌଚାଳୟ ଆବଶ୍ୟକ । (338, 2162, 818, 2198)
sudoku-cell[interactable] (1201, 2125, 1231, 2155)
sudoku-cell[interactable] (1231, 2035, 1261, 2065)
sudoku-cell[interactable] (1411, 2185, 1441, 2215)
answer-cell (1397, 2305, 1408, 2316)
answer-cell (1386, 2338, 1397, 2349)
sudoku-cell[interactable] (1351, 1945, 1381, 1975)
letters-header-title: ପାଠକ ଶ୍ରେଷ୍ଠ ବିଚାରରେ (1224, 9, 1444, 34)
answer-cell (1364, 2316, 1375, 2327)
sudoku-cell[interactable] (1441, 2155, 1471, 2185)
sudoku-grid-wrap (1200, 1944, 1472, 2216)
